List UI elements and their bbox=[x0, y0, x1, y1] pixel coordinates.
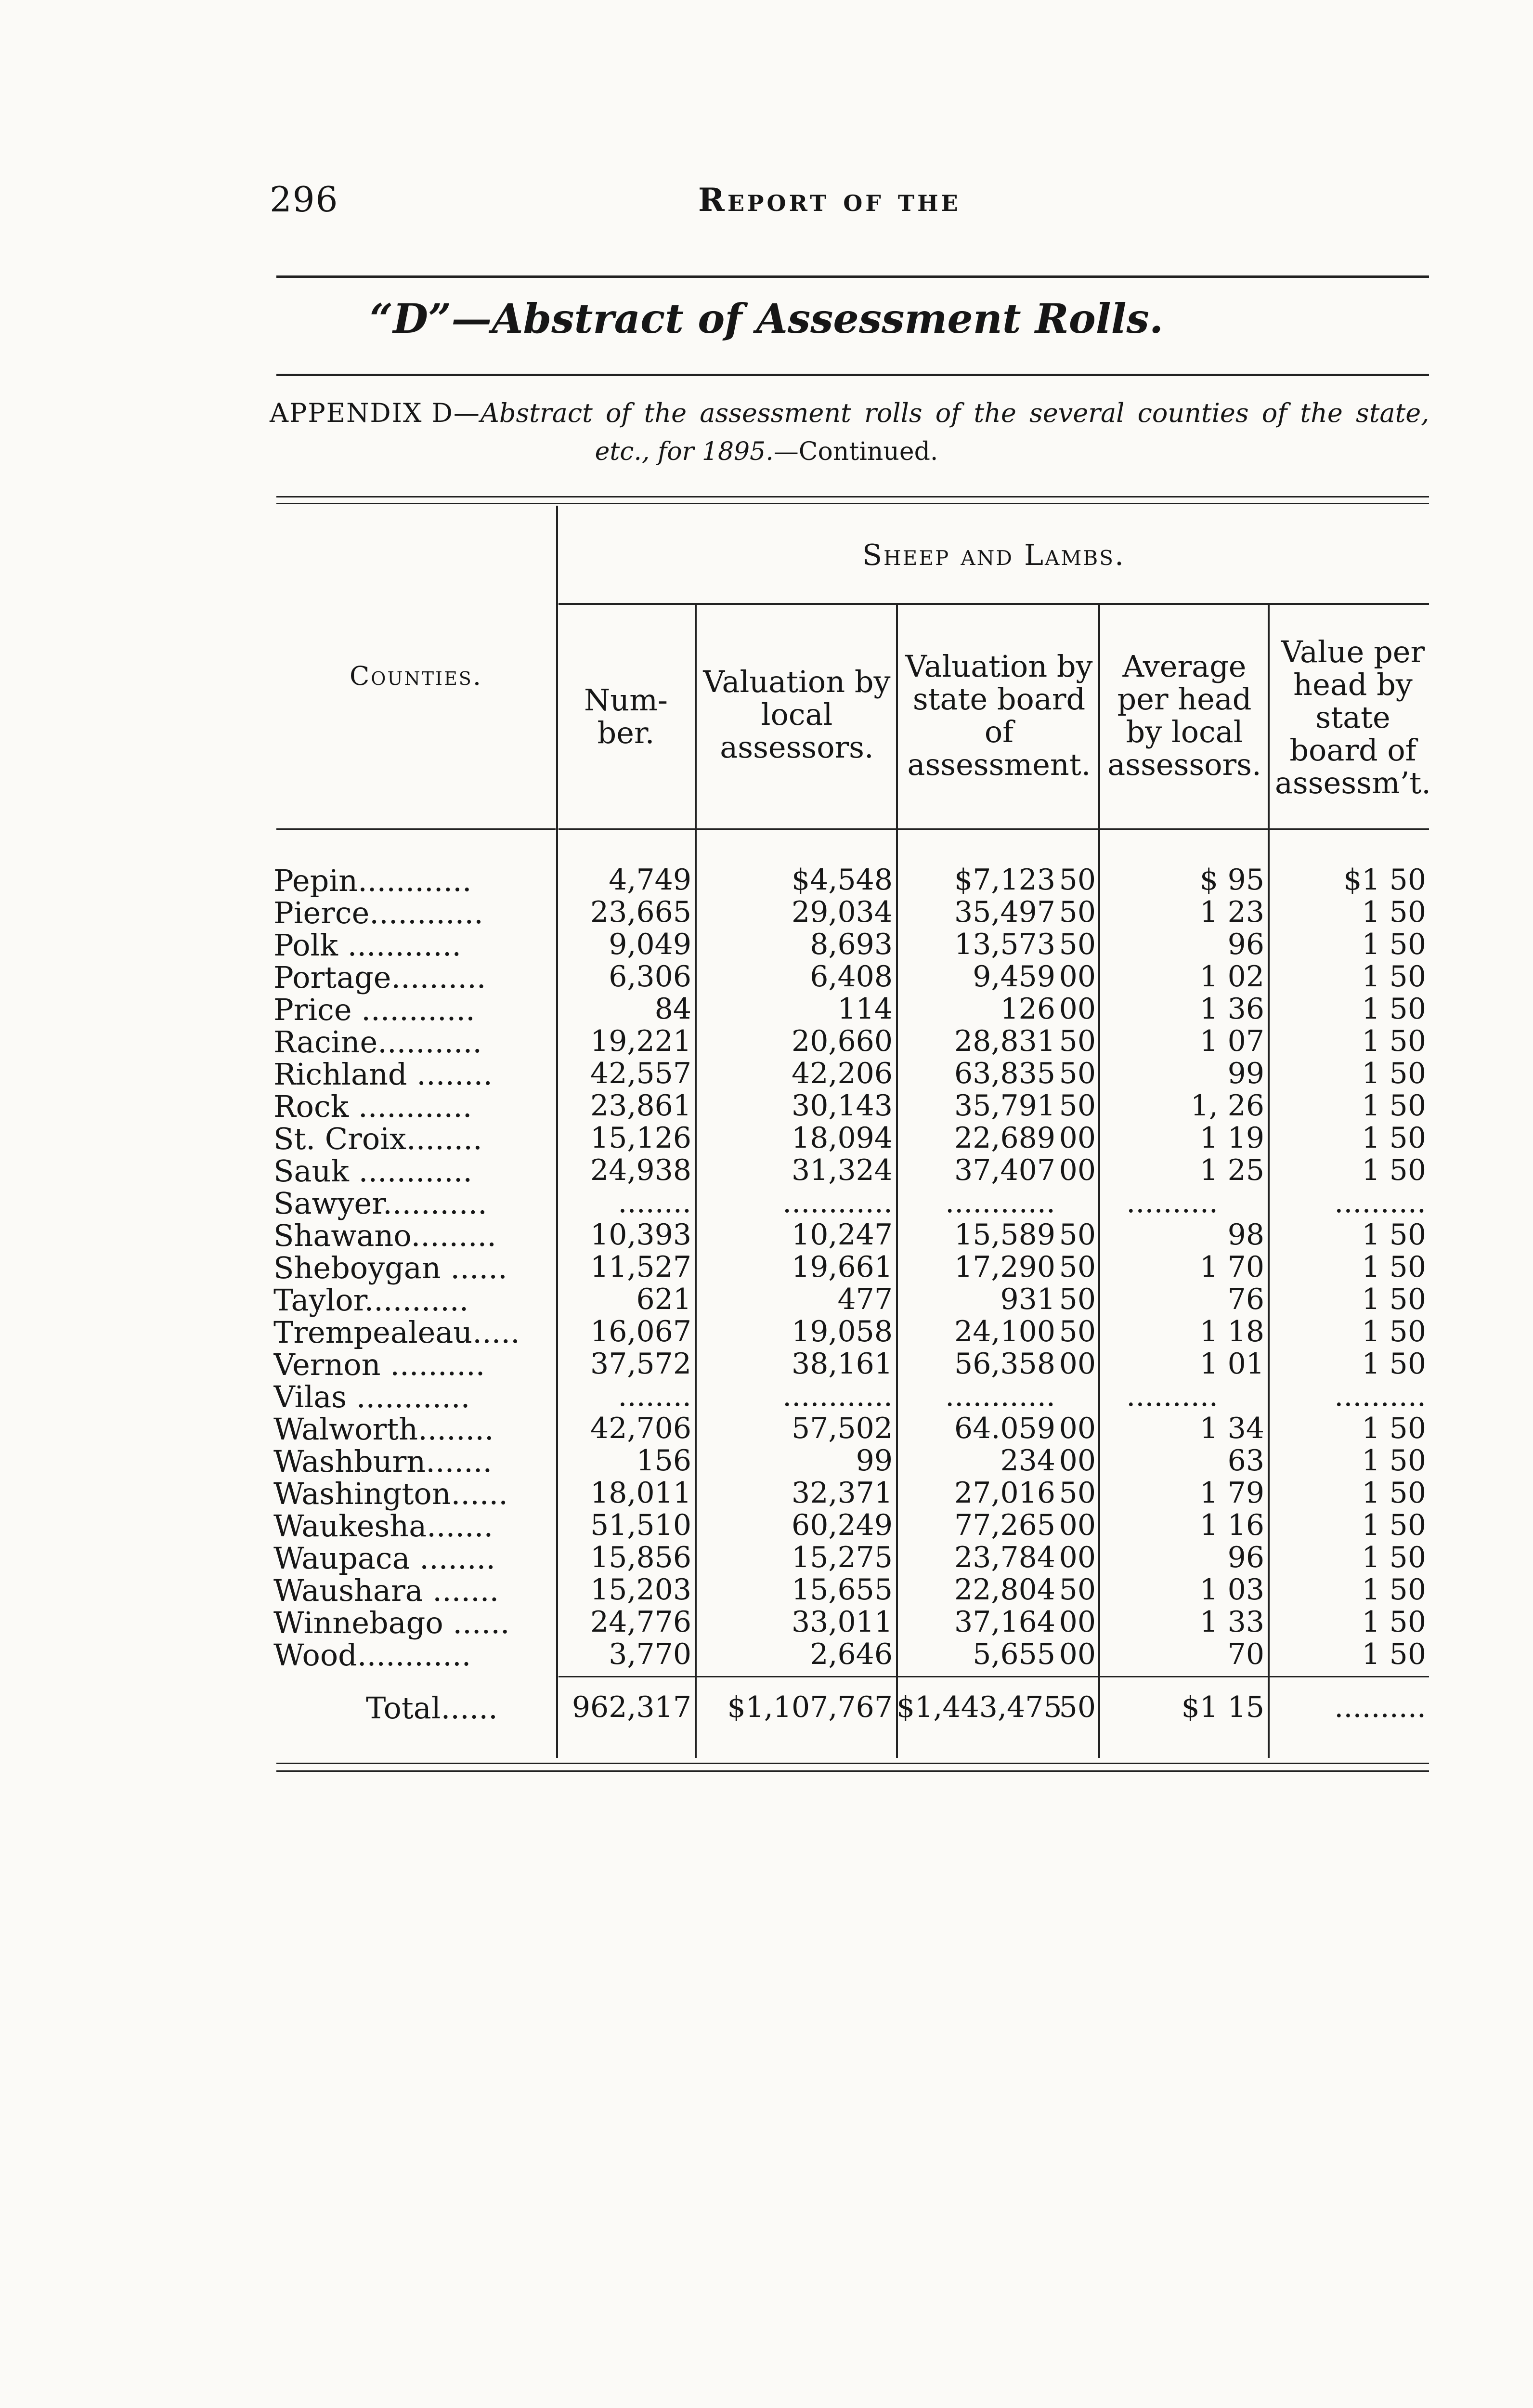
state-valuation-dollars-cell: 13,573 bbox=[954, 928, 1055, 961]
number-cell: 15,203 bbox=[590, 1573, 691, 1607]
avg-dollars-cell: 1 bbox=[1199, 1121, 1218, 1155]
page-title: “D”—Abstract of Assessment Rolls. bbox=[369, 295, 1164, 342]
state-valuation-cents-cell: 50 bbox=[1059, 1250, 1096, 1284]
avg-cents-cell: 01 bbox=[1227, 1347, 1264, 1381]
local-valuation-cell: 42,206 bbox=[792, 1057, 893, 1090]
county-name: Polk ............ bbox=[273, 928, 462, 963]
state-valuation-cents-cell: 50 bbox=[1059, 1024, 1096, 1058]
state-valuation-dollars-cell: 27,016 bbox=[954, 1476, 1055, 1510]
avg-cents-cell: 18 bbox=[1227, 1315, 1264, 1348]
avg-cents-cell: 26 bbox=[1227, 1089, 1264, 1123]
value-per-head-cell: 1 50 bbox=[1362, 1153, 1426, 1187]
number-cell: 84 bbox=[654, 992, 691, 1026]
appendix-lead: APPENDIX D— bbox=[270, 398, 481, 428]
number-cell: 15,126 bbox=[590, 1121, 691, 1155]
state-valuation-cents-cell: 50 bbox=[1059, 1573, 1096, 1607]
avg-dollars-cell: 1, bbox=[1190, 1089, 1218, 1123]
local-valuation-cell: 15,655 bbox=[792, 1573, 893, 1607]
avg-dollars-cell: 1 bbox=[1199, 1476, 1218, 1510]
avg-dollars-cell: 1 bbox=[1199, 1347, 1218, 1381]
page-number: 296 bbox=[270, 179, 339, 220]
county-name: St. Croix........ bbox=[273, 1121, 482, 1156]
county-name: Taylor........... bbox=[273, 1283, 469, 1318]
value-per-head-cell: 1 50 bbox=[1362, 960, 1426, 994]
local-valuation-cell: 57,502 bbox=[792, 1412, 893, 1445]
value-per-head-cell: .......... bbox=[1334, 1186, 1426, 1219]
total-label: Total...... bbox=[366, 1690, 498, 1726]
state-valuation-dollars-cell: 64.059 bbox=[954, 1412, 1055, 1445]
value-per-head-cell: 1 50 bbox=[1362, 1283, 1426, 1316]
number-cell: 24,776 bbox=[590, 1605, 691, 1639]
avg-cents-cell: 16 bbox=[1227, 1508, 1264, 1542]
state-valuation-dollars-cell: 56,358 bbox=[954, 1347, 1055, 1381]
county-name: Price ............ bbox=[273, 992, 475, 1027]
county-name: Waukesha....... bbox=[273, 1508, 494, 1544]
number-cell: 24,938 bbox=[590, 1153, 691, 1187]
total-avg-dollars: $1 bbox=[1181, 1690, 1218, 1724]
state-valuation-dollars-cell: 931 bbox=[1000, 1283, 1055, 1316]
state-valuation-cents-cell: 50 bbox=[1059, 1315, 1096, 1348]
county-name: Wood............ bbox=[273, 1637, 471, 1673]
state-valuation-dollars-cell: 5,655 bbox=[973, 1637, 1055, 1671]
avg-dollars-cell: 1 bbox=[1199, 895, 1218, 929]
avg-dollars-cell: 1 bbox=[1199, 1024, 1218, 1058]
avg-cents-cell: 99 bbox=[1227, 1057, 1264, 1090]
top-rule bbox=[276, 275, 1429, 278]
value-per-head-cell: 1 50 bbox=[1362, 1541, 1426, 1574]
avg-cents-cell: 19 bbox=[1227, 1121, 1264, 1155]
local-valuation-cell: 38,161 bbox=[792, 1347, 893, 1381]
state-valuation-cents-cell: 00 bbox=[1059, 1605, 1096, 1639]
value-per-head-cell: 1 50 bbox=[1362, 1412, 1426, 1445]
local-valuation-cell: 477 bbox=[837, 1283, 893, 1316]
avg-dollars-cell: 1 bbox=[1199, 1412, 1218, 1445]
number-cell: ........ bbox=[618, 1186, 691, 1219]
local-valuation-cell: 8,693 bbox=[810, 928, 893, 961]
value-per-head-cell: .......... bbox=[1334, 1379, 1426, 1413]
value-per-head-cell: 1 50 bbox=[1362, 1218, 1426, 1252]
appendix-caption-text: Abstract of the assessment rolls of the several counties of the state, bbox=[480, 398, 1429, 428]
state-valuation-dollars-cell: 15,589 bbox=[954, 1218, 1055, 1252]
avg-cents-cell: 07 bbox=[1227, 1024, 1264, 1058]
local-valuation-cell: 33,011 bbox=[792, 1605, 893, 1639]
state-valuation-dollars-cell: 28,831 bbox=[954, 1024, 1055, 1058]
local-valuation-cell: 29,034 bbox=[792, 895, 893, 929]
number-cell: 23,665 bbox=[590, 895, 691, 929]
number-cell: 9,049 bbox=[609, 928, 691, 961]
county-name: Washburn....... bbox=[273, 1444, 493, 1479]
total-number: 962,317 bbox=[572, 1690, 691, 1724]
local-valuation-cell: 18,094 bbox=[792, 1121, 893, 1155]
state-valuation-dollars-cell: ............ bbox=[945, 1186, 1055, 1219]
number-cell: 16,067 bbox=[590, 1315, 691, 1348]
avg-dollars-cell: .......... bbox=[1126, 1186, 1218, 1219]
number-cell: 18,011 bbox=[590, 1476, 691, 1510]
county-name: Pierce............ bbox=[273, 895, 483, 930]
county-name: Sheboygan ...... bbox=[273, 1250, 507, 1285]
state-valuation-cents-cell: 50 bbox=[1059, 1057, 1096, 1090]
avg-cents-cell: 25 bbox=[1227, 1153, 1264, 1187]
state-valuation-dollars-cell: 22,804 bbox=[954, 1573, 1055, 1607]
avg-dollars-cell: 1 bbox=[1199, 1508, 1218, 1542]
appendix-caption bbox=[270, 398, 1435, 428]
col-header-avg: Average per head by local assessors. bbox=[1107, 649, 1261, 782]
number-cell: 156 bbox=[636, 1444, 691, 1478]
number-cell: 42,706 bbox=[590, 1412, 691, 1445]
state-valuation-cents-cell: 00 bbox=[1059, 1508, 1096, 1542]
local-valuation-cell: ............ bbox=[782, 1379, 893, 1413]
number-cell: 15,856 bbox=[590, 1541, 691, 1574]
avg-cents-cell: 34 bbox=[1227, 1412, 1264, 1445]
number-cell: 6,306 bbox=[609, 960, 691, 994]
county-name: Rock ............ bbox=[273, 1089, 472, 1124]
state-valuation-cents-cell: 50 bbox=[1059, 928, 1096, 961]
title-rule bbox=[276, 374, 1429, 376]
state-valuation-cents-cell: 00 bbox=[1059, 1541, 1096, 1574]
avg-cents-cell: 76 bbox=[1227, 1283, 1264, 1316]
col-header-number: Num- ber. bbox=[584, 682, 668, 750]
value-per-head-cell: 1 50 bbox=[1362, 1347, 1426, 1381]
total-avg-cents: 15 bbox=[1227, 1690, 1264, 1724]
state-valuation-dollars-cell: 22,689 bbox=[954, 1121, 1055, 1155]
value-per-head-cell: 1 50 bbox=[1362, 1315, 1426, 1348]
local-valuation-cell: 2,646 bbox=[810, 1637, 893, 1671]
running-head: Report of the bbox=[698, 181, 961, 219]
state-valuation-dollars-cell: 63,835 bbox=[954, 1057, 1055, 1090]
number-cell: 621 bbox=[636, 1283, 691, 1316]
avg-cents-cell: 98 bbox=[1227, 1218, 1264, 1252]
avg-cents-cell: 70 bbox=[1227, 1250, 1264, 1284]
appendix-caption-line2 bbox=[0, 437, 1533, 466]
county-name: Shawano......... bbox=[273, 1218, 496, 1253]
state-valuation-cents-cell: 00 bbox=[1059, 1637, 1096, 1671]
value-per-head-cell: 1 50 bbox=[1362, 1089, 1426, 1123]
number-cell: ........ bbox=[618, 1379, 691, 1413]
table-bottom-rule-2 bbox=[276, 1770, 1429, 1772]
state-valuation-cents-cell: 50 bbox=[1059, 1476, 1096, 1510]
avg-cents-cell: 63 bbox=[1227, 1444, 1264, 1478]
value-per-head-cell: 1 50 bbox=[1362, 1057, 1426, 1090]
avg-dollars-cell: 1 bbox=[1199, 1573, 1218, 1607]
local-valuation-cell: 19,058 bbox=[792, 1315, 893, 1348]
state-valuation-dollars-cell: $7,123 bbox=[954, 863, 1055, 897]
avg-cents-cell: 96 bbox=[1227, 1541, 1264, 1574]
state-valuation-cents-cell: 00 bbox=[1059, 1412, 1096, 1445]
col-divider-avg bbox=[1268, 604, 1270, 1758]
avg-cents-cell: 02 bbox=[1227, 960, 1264, 994]
total-value: .......... bbox=[1334, 1690, 1426, 1724]
value-per-head-cell: 1 50 bbox=[1362, 1250, 1426, 1284]
state-valuation-cents-cell: 50 bbox=[1059, 1218, 1096, 1252]
state-valuation-dollars-cell: 234 bbox=[1000, 1444, 1055, 1478]
value-per-head-cell: 1 50 bbox=[1362, 1508, 1426, 1542]
county-name: Sauk ............ bbox=[273, 1153, 473, 1189]
county-name: Vernon .......... bbox=[273, 1347, 485, 1382]
value-per-head-cell: 1 50 bbox=[1362, 1476, 1426, 1510]
local-valuation-cell: 20,660 bbox=[792, 1024, 893, 1058]
state-valuation-cents-cell: 50 bbox=[1059, 895, 1096, 929]
continued-label: —Continued. bbox=[773, 437, 938, 466]
county-name: Pepin............ bbox=[273, 863, 472, 898]
number-cell: 37,572 bbox=[590, 1347, 691, 1381]
state-valuation-dollars-cell: 77,265 bbox=[954, 1508, 1055, 1542]
state-valuation-cents-cell: 00 bbox=[1059, 1444, 1096, 1478]
county-name: Racine........... bbox=[273, 1024, 482, 1060]
avg-cents-cell: 36 bbox=[1227, 992, 1264, 1026]
state-valuation-cents-cell: 50 bbox=[1059, 863, 1096, 897]
county-name: Richland ........ bbox=[273, 1057, 493, 1092]
state-valuation-dollars-cell: 23,784 bbox=[954, 1541, 1055, 1574]
total-local: $1,107,767 bbox=[727, 1690, 893, 1724]
number-cell: 23,861 bbox=[590, 1089, 691, 1123]
local-valuation-cell: 32,371 bbox=[792, 1476, 893, 1510]
counties-header: Counties. bbox=[349, 661, 483, 691]
table-top-rule-1 bbox=[276, 496, 1429, 497]
total-state-cents: 50 bbox=[1059, 1690, 1096, 1724]
avg-cents-cell: 03 bbox=[1227, 1573, 1264, 1607]
state-valuation-dollars-cell: 24,100 bbox=[954, 1315, 1055, 1348]
group-header: Sheep and Lambs. bbox=[862, 538, 1126, 572]
value-per-head-cell: 1 50 bbox=[1362, 1121, 1426, 1155]
col-divider-counties bbox=[556, 506, 558, 1758]
table-top-rule-2 bbox=[276, 503, 1429, 504]
col-header-local: Valuation by local assessors. bbox=[703, 664, 891, 765]
state-valuation-cents-cell: 00 bbox=[1059, 960, 1096, 994]
number-cell: 19,221 bbox=[590, 1024, 691, 1058]
number-cell: 3,770 bbox=[609, 1637, 691, 1671]
col-header-state: Valuation by state board of assessment. bbox=[905, 649, 1093, 782]
number-cell: 11,527 bbox=[590, 1250, 691, 1284]
value-per-head-cell: 1 50 bbox=[1362, 1444, 1426, 1478]
state-valuation-cents-cell: 50 bbox=[1059, 1089, 1096, 1123]
local-valuation-cell: 114 bbox=[837, 992, 893, 1026]
state-valuation-dollars-cell: 126 bbox=[1000, 992, 1055, 1026]
col-divider-state bbox=[1098, 604, 1100, 1758]
table-bottom-rule-1 bbox=[276, 1763, 1429, 1764]
local-valuation-cell: ............ bbox=[782, 1186, 893, 1219]
avg-cents-cell: 79 bbox=[1227, 1476, 1264, 1510]
value-per-head-cell: 1 50 bbox=[1362, 1573, 1426, 1607]
value-per-head-cell: 1 50 bbox=[1362, 895, 1426, 929]
county-name: Walworth........ bbox=[273, 1412, 494, 1447]
avg-cents-cell: 95 bbox=[1227, 863, 1264, 897]
avg-dollars-cell: 1 bbox=[1199, 960, 1218, 994]
number-cell: 10,393 bbox=[590, 1218, 691, 1252]
local-valuation-cell: 10,247 bbox=[792, 1218, 893, 1252]
county-name: Portage.......... bbox=[273, 960, 486, 995]
local-valuation-cell: 19,661 bbox=[792, 1250, 893, 1284]
avg-cents-cell: 70 bbox=[1227, 1637, 1264, 1671]
county-name: Vilas ............ bbox=[273, 1379, 470, 1414]
state-valuation-cents-cell: 00 bbox=[1059, 1347, 1096, 1381]
number-cell: 4,749 bbox=[609, 863, 691, 897]
avg-dollars-cell: 1 bbox=[1199, 1153, 1218, 1187]
county-name: Trempealeau..... bbox=[273, 1315, 520, 1350]
county-name: Waupaca ........ bbox=[273, 1541, 495, 1576]
state-valuation-dollars-cell: 35,497 bbox=[954, 895, 1055, 929]
state-valuation-dollars-cell: ............ bbox=[945, 1379, 1055, 1413]
state-valuation-cents-cell: 00 bbox=[1059, 1121, 1096, 1155]
local-valuation-cell: 31,324 bbox=[792, 1153, 893, 1187]
group-header-rule bbox=[559, 603, 1429, 605]
appendix-caption-year: etc., for 1895. bbox=[595, 437, 774, 466]
county-name: Sawyer........... bbox=[273, 1186, 487, 1221]
state-valuation-dollars-cell: 17,290 bbox=[954, 1250, 1055, 1284]
value-per-head-cell: $1 50 bbox=[1343, 863, 1426, 897]
value-per-head-cell: 1 50 bbox=[1362, 1605, 1426, 1639]
state-valuation-cents-cell: 50 bbox=[1059, 1283, 1096, 1316]
total-rule bbox=[559, 1676, 1429, 1677]
avg-cents-cell: 23 bbox=[1227, 895, 1264, 929]
value-per-head-cell: 1 50 bbox=[1362, 928, 1426, 961]
local-valuation-cell: 30,143 bbox=[792, 1089, 893, 1123]
state-valuation-dollars-cell: 35,791 bbox=[954, 1089, 1055, 1123]
avg-dollars-cell: 1 bbox=[1199, 1605, 1218, 1639]
county-name: Winnebago ...... bbox=[273, 1605, 510, 1640]
total-state-dollars: $1,443,475 bbox=[896, 1690, 1062, 1724]
header-bottom-rule bbox=[559, 828, 1429, 830]
avg-cents-cell: 33 bbox=[1227, 1605, 1264, 1639]
state-valuation-cents-cell: 00 bbox=[1059, 1153, 1096, 1187]
avg-dollars-cell: .......... bbox=[1126, 1379, 1218, 1413]
avg-dollars-cell: 1 bbox=[1199, 1315, 1218, 1348]
state-valuation-dollars-cell: 37,407 bbox=[954, 1153, 1055, 1187]
avg-dollars-cell: 1 bbox=[1199, 992, 1218, 1026]
avg-dollars-cell: $ bbox=[1199, 863, 1218, 897]
county-name: Waushara ....... bbox=[273, 1573, 499, 1608]
state-valuation-dollars-cell: 37,164 bbox=[954, 1605, 1055, 1639]
state-valuation-cents-cell: 00 bbox=[1059, 992, 1096, 1026]
avg-cents-cell: 96 bbox=[1227, 928, 1264, 961]
number-cell: 42,557 bbox=[590, 1057, 691, 1090]
value-per-head-cell: 1 50 bbox=[1362, 1024, 1426, 1058]
col-divider-number bbox=[695, 604, 697, 1758]
local-valuation-cell: 99 bbox=[856, 1444, 893, 1478]
col-header-value: Value per head by state board of assessm’t. bbox=[1274, 634, 1431, 800]
local-valuation-cell: $4,548 bbox=[792, 863, 893, 897]
number-cell: 51,510 bbox=[590, 1508, 691, 1542]
header-bottom-rule-counties bbox=[276, 828, 556, 830]
value-per-head-cell: 1 50 bbox=[1362, 992, 1426, 1026]
avg-dollars-cell: 1 bbox=[1199, 1250, 1218, 1284]
county-name: Washington...... bbox=[273, 1476, 508, 1511]
value-per-head-cell: 1 50 bbox=[1362, 1637, 1426, 1671]
local-valuation-cell: 15,275 bbox=[792, 1541, 893, 1574]
state-valuation-dollars-cell: 9,459 bbox=[973, 960, 1055, 994]
local-valuation-cell: 6,408 bbox=[810, 960, 893, 994]
local-valuation-cell: 60,249 bbox=[792, 1508, 893, 1542]
